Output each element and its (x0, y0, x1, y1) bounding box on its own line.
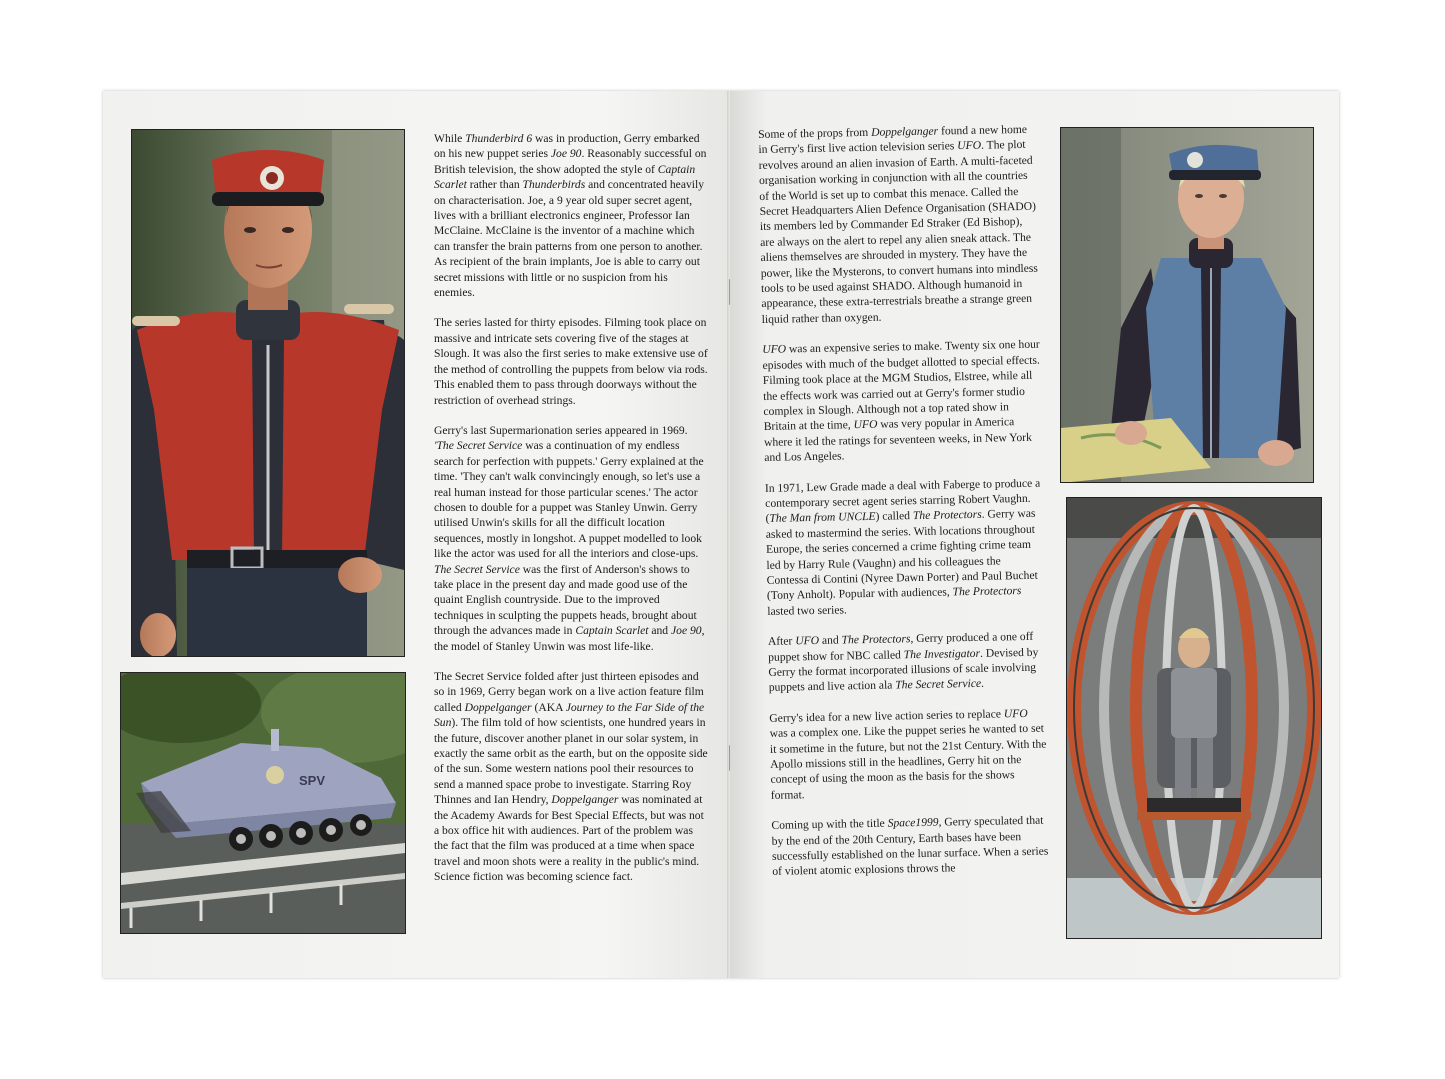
text-run: lasted two series. (767, 603, 847, 618)
text-run: The series lasted for thirty episodes. Filming took place on massive and intricate sets covering five of the stages at Slough. It was also the first series to make extensive use of the method of controlling the puppets from below via rods. This enabled them to pass through doorways without the restriction of overhead strings. (434, 316, 708, 407)
text-run: ). The film told of how scientists, one hundred years in the future, discover another planet in our solar system, in exactly the same orbit as the earth, but on the opposite side of the sun. Some western nations pool their resources to send a manned space probe to investigate. Starring Roy Thinnes and Ian Hendry, (434, 716, 708, 807)
right-text-column (758, 122, 1051, 895)
body-paragraph (771, 813, 1050, 880)
italic-title-run: UFO (957, 139, 982, 153)
photo-commander-straker-puppet (1060, 127, 1314, 483)
text-run: Gerry's idea for a new live action series to replace (769, 707, 1004, 725)
text-run: In 1971, Lew Grade made a deal with Faberge to produce a contemporary secret agent series starring Robert Vaughn. ( (764, 476, 1041, 526)
text-run: . (980, 677, 985, 691)
italic-title-run: Joe 90 (671, 624, 702, 638)
body-paragraph (434, 131, 710, 300)
italic-title-run: Doppelganger (551, 793, 619, 807)
text-run: . The plot revolves around an alien invasion of Earth. A multi-faceted organisation working in conjunction with all the countries of the World is set up to combat this menace. Called the Secret Headquarters Alien Defence Organisation (SHADO) its members led by Commander Ed Straker (Ed Bishop), are always on the alert to repel any alien sneak attack. The aliens themselves are shrouded in mystery. They have the power, like the Mysterons, to convert humans into mindless tools to be used against SHADO. Although humanoid in appearance, these extra-terrestrials breathe a strange green liquid rather than oxygen. (758, 138, 1038, 326)
text-run: was the first of Anderson's shows to take place in the present day and made good use of the quaint English countryside. Due to the improved techniques in sculpting the puppets heads, brought about through the advances made in (434, 562, 697, 638)
booklet-spread (103, 91, 1339, 978)
text-run: found a new home in Gerry's first live action television series (758, 122, 1028, 157)
body-paragraph (434, 423, 710, 654)
straker-illustration (1061, 128, 1313, 482)
italic-title-run: Thunderbirds (522, 178, 586, 192)
photo-spv-vehicle (120, 672, 406, 934)
body-paragraph (434, 315, 710, 407)
text-run: was very popular in America where it led the ratings for seventeen weeks, in New York and Los Angeles. (763, 415, 1033, 465)
body-paragraph (758, 122, 1040, 328)
spv-badge-text: SPV (299, 773, 326, 788)
italic-title-run: Doppelganger (871, 124, 939, 139)
italic-title-run: The Protectors (952, 584, 1022, 599)
italic-title-run: UFO (853, 418, 878, 432)
text-run: was in production, Gerry embarked on his new puppet series (434, 132, 700, 161)
text-run: and (648, 624, 671, 638)
body-paragraph (434, 669, 710, 885)
text-run: . Devised by Gerry the format incorporated illusions of scale involving puppets and live action ala (768, 645, 1039, 695)
text-run: The Secret Service folded after just thirteen episodes and so in 1969, Gerry began work on a live action feature film called (434, 670, 704, 714)
text-run: (AKA (531, 700, 566, 714)
body-paragraph (768, 629, 1047, 696)
text-run: , Gerry speculated that by the end of the 20th Century, Earth bases have been successfully established on the lunar surface. When a series of violent atomic explosions throws the (771, 813, 1049, 879)
text-run: ) called (875, 509, 914, 524)
text-run: . Reasonably successful on British television, the show adopted the style of (434, 147, 707, 176)
text-run: rather than (466, 178, 523, 192)
left-text-column (434, 131, 710, 900)
italic-title-run: The Secret Service (895, 677, 982, 692)
italic-title-run: Doppelganger (464, 700, 532, 714)
italic-title-run: Thunderbird 6 (465, 132, 533, 145)
text-run: and (818, 633, 842, 648)
text-run: . Gerry was asked to mastermind the series. With locations throughout Europe, the series concerned a crime fighting crime team led by Harry Rule (Vaughn) and his colleagues the Contessa di Contini (Nyree Dawn Porter) and Paul Buchet (Tony Anholt). Popular with audiences, (765, 507, 1038, 603)
text-run: Some of the props from (758, 125, 872, 141)
text-run: While (434, 132, 466, 145)
italic-title-run: UFO (1003, 706, 1028, 721)
italic-title-run: The Protectors (841, 632, 911, 647)
italic-title-run: The Man from UNCLE (769, 510, 876, 526)
text-run: Gerry's last Supermarionation series appeared in 1969. (434, 423, 688, 437)
body-paragraph (769, 705, 1049, 803)
text-run: and concentrated heavily on characterisation. Joe, a 9 year old super secret agent, lives with a brilliant electronics engineer, Professor Ian McClaine. McClaine is the inventor of a machine which can transfer the brain patterns from one person to another. As recipient of the brain implants, Joe is able to carry out secret missions with little or no suspicion from his enemies. (434, 178, 705, 300)
text-run: , Gerry produced a one off puppet show for NBC called (768, 630, 1034, 664)
cage-chair-illustration (1067, 498, 1321, 938)
italic-title-run: UFO (762, 342, 787, 357)
text-run: was a continuation of my endless search for perfection with puppets.' Gerry explained at the time. 'They can't walk convincingly enough, so let's use a real human instead for those particular scenes.' The actor chosen to double for a puppet was Stanley Unwin. Gerry utilised Unwin's skills for all the difficult location sequences, mostly in longshot. A puppet modelled to look like the actor was used for all the interiors and close-ups. (434, 439, 704, 561)
photo-spinning-cage-chair (1066, 497, 1322, 939)
italic-title-run: The Secret Service (434, 562, 520, 576)
left-page (103, 91, 730, 978)
italic-title-run: Captain Scarlet (434, 162, 696, 192)
text-run: , the model of Stanley Unwin was most life-like. (434, 624, 705, 653)
photo-captain-scarlet-puppet (131, 129, 405, 657)
italic-title-run: The Investigator (903, 646, 981, 661)
text-run: was an expensive series to make. Twenty six one hour episodes with much of the budget allotted to special effects. Filming took place at the MGM Studios, Elstree, while all the effects work was carried out at Gerry's former studio complex in Slough. Although not a top rated show in Britain at the time, (762, 337, 1040, 434)
italic-title-run: Captain Scarlet (575, 624, 649, 638)
italic-title-run: Joe 90 (550, 147, 582, 161)
captain-scarlet-illustration (132, 130, 404, 656)
italic-title-run: 'The Secret Service (434, 439, 523, 453)
spv-vehicle-illustration (121, 673, 405, 933)
text-run: was a complex one. Like the puppet series he wanted to set it sometime in the future, but not the 21st Century. With the Apollo missions still in the headlines, Gerry hit on the concept of using the moon as the basis for the shows format. (769, 721, 1047, 802)
text-run: Coming up with the title (771, 816, 888, 833)
body-paragraph (762, 337, 1042, 466)
italic-title-run: The Protectors (912, 508, 982, 523)
text-run: was nominated at the Academy Awards for Best Special Effects, but was not a box office hit with audiences. Part of the problem was the fact that the film was produced at a time when space travel and moon shots were a reality in the public's mind. Science fiction was becoming science fact. (434, 793, 704, 884)
text-run: After (767, 634, 796, 649)
italic-title-run: UFO (795, 634, 820, 648)
italic-title-run: Journey to the Far Side of the Sun (434, 700, 705, 730)
italic-title-run: Space1999 (887, 815, 939, 830)
right-page (730, 91, 1339, 978)
body-paragraph (765, 475, 1046, 619)
